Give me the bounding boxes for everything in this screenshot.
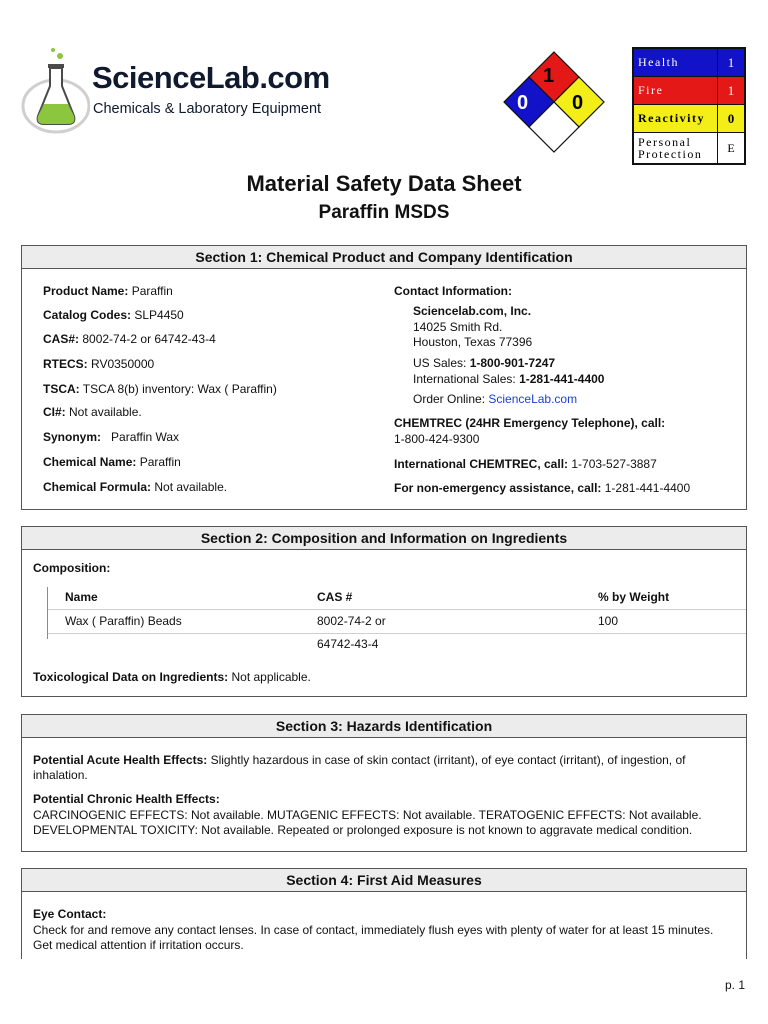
section-1 bbox=[21, 245, 747, 510]
composition-label: Composition: bbox=[33, 561, 111, 575]
non-emergency-label: For non-emergency assistance, call: bbox=[394, 481, 602, 495]
hmis-reactivity-value: 0 bbox=[718, 105, 746, 133]
eye-contact-text: Check for and remove any contact lenses. In case of contact, immediately flush eyes with plenty of water for at least 15 minutes. Get medical attention if irritation occurs. bbox=[33, 923, 714, 952]
hmis-reactivity-label: Reactivity bbox=[633, 105, 718, 133]
toxicological-data bbox=[33, 670, 311, 685]
chemtrec-phone: 1-800-424-9300 bbox=[394, 432, 480, 446]
section-2 bbox=[21, 526, 747, 697]
product-name-field bbox=[43, 284, 173, 299]
section-1-heading: Section 1: Chemical Product and Company Identification bbox=[22, 246, 746, 269]
international-sales bbox=[413, 372, 604, 387]
hmis-health-value: 1 bbox=[718, 48, 746, 77]
cas-field bbox=[43, 332, 216, 347]
hmis-health-label: Health bbox=[633, 48, 718, 77]
section-4-heading: Section 4: First Aid Measures bbox=[22, 869, 746, 892]
nfpa-diamond bbox=[500, 48, 608, 164]
us-sales-label: US Sales: bbox=[413, 356, 470, 370]
chronic-line-1: CARCINOGENIC EFFECTS: Not available. MUTAGENIC EFFECTS: Not available. TERATOGENIC EFFECTS: Not available. bbox=[33, 808, 702, 822]
intl-chemtrec-label: International CHEMTREC, call: bbox=[394, 457, 569, 471]
ingredient-cas-1: 8002-74-2 or bbox=[317, 614, 386, 628]
company-address-1: 14025 Smith Rd. bbox=[413, 320, 503, 334]
intl-sales-phone: 1-281-441-4400 bbox=[519, 372, 605, 386]
sciencelab-logo bbox=[20, 46, 330, 138]
nfpa-health: 0 bbox=[517, 92, 529, 114]
ci-field bbox=[43, 405, 142, 420]
nfpa-flammability: 1 bbox=[543, 65, 555, 87]
field-label: TSCA: bbox=[43, 382, 80, 396]
order-online bbox=[413, 392, 577, 407]
field-value: Paraffin bbox=[136, 455, 181, 469]
company-address-2: Houston, Texas 77396 bbox=[413, 335, 533, 349]
field-value: RV0350000 bbox=[87, 357, 155, 371]
document-title: Material Safety Data Sheet bbox=[246, 171, 522, 196]
field-value: Paraffin bbox=[128, 284, 173, 298]
chemical-formula-field bbox=[43, 480, 227, 495]
sciencelab-link[interactable]: ScienceLab.com bbox=[488, 392, 578, 406]
ingredient-name: Wax ( Paraffin) Beads bbox=[65, 614, 182, 628]
field-label: RTECS: bbox=[43, 357, 88, 371]
tsca-field bbox=[43, 382, 277, 397]
chemical-name-field bbox=[43, 455, 181, 470]
intl-chemtrec-phone: 1-703-527-3887 bbox=[568, 457, 657, 471]
logo-dotcom: .com bbox=[259, 60, 330, 95]
chronic-label: Potential Chronic Health Effects: bbox=[33, 792, 220, 806]
column-header-weight: % by Weight bbox=[598, 590, 670, 604]
field-value: Paraffin Wax bbox=[101, 430, 180, 444]
synonym-field bbox=[43, 430, 179, 445]
hmis-protection-line2: Protection bbox=[638, 147, 703, 161]
non-emergency-phone: 1-281-441-4400 bbox=[601, 481, 691, 495]
acute-health-effects bbox=[33, 753, 735, 783]
field-label: Catalog Codes: bbox=[43, 308, 132, 322]
tox-value: Not applicable. bbox=[228, 670, 311, 684]
logo-brand: ScienceLab bbox=[92, 60, 260, 95]
ingredient-cas-2: 64742-43-4 bbox=[317, 637, 379, 651]
nfpa-reactivity: 0 bbox=[572, 92, 584, 114]
logo-wordmark bbox=[92, 60, 330, 96]
page-number: p. 1 bbox=[724, 978, 745, 992]
column-header-cas: CAS # bbox=[317, 590, 353, 604]
catalog-codes-field bbox=[43, 308, 184, 323]
table-header-rule bbox=[48, 609, 746, 610]
hmis-label bbox=[632, 47, 746, 165]
field-value: 8002-74-2 or 64742-43-4 bbox=[79, 332, 216, 346]
field-value: TSCA 8(b) inventory: Wax ( Paraffin) bbox=[79, 382, 277, 396]
acute-label: Potential Acute Health Effects: bbox=[33, 753, 208, 767]
section-3-heading: Section 3: Hazards Identification bbox=[22, 715, 746, 738]
tox-label: Toxicological Data on Ingredients: bbox=[33, 670, 229, 684]
hmis-fire-value: 1 bbox=[718, 77, 746, 105]
acute-value: Slightly hazardous in case of skin contact (irritant), of eye contact (irritant), of ingestion, of inhalation. bbox=[33, 753, 686, 782]
table-left-rule bbox=[47, 587, 48, 639]
field-value: SLP4450 bbox=[131, 308, 184, 322]
chemtrec-label: CHEMTREC (24HR Emergency Telephone), call: bbox=[394, 416, 666, 430]
company-name: Sciencelab.com, Inc. bbox=[413, 304, 532, 318]
column-header-name: Name bbox=[65, 590, 98, 604]
us-sales bbox=[413, 356, 555, 371]
field-label: Chemical Formula: bbox=[43, 480, 152, 494]
field-label: Chemical Name: bbox=[43, 455, 137, 469]
logo-tagline: Chemicals & Laboratory Equipment bbox=[93, 101, 322, 117]
field-label: CAS#: bbox=[43, 332, 80, 346]
eye-contact-label: Eye Contact: bbox=[33, 907, 107, 921]
hmis-protection-line1: Personal bbox=[638, 135, 692, 149]
order-online-label: Order Online: bbox=[413, 392, 489, 406]
document-subtitle: Paraffin MSDS bbox=[318, 202, 450, 223]
chronic-line-2: DEVELOPMENTAL TOXICITY: Not available. Repeated or prolonged exposure is not known to aggravate medical condition. bbox=[33, 823, 693, 837]
flask-icon bbox=[20, 46, 90, 138]
section-3 bbox=[21, 714, 747, 852]
field-label: Synonym: bbox=[43, 430, 102, 444]
hmis-fire-label: Fire bbox=[633, 77, 718, 105]
section-2-heading: Section 2: Composition and Information on Ingredients bbox=[22, 527, 746, 550]
field-value: Not available. bbox=[151, 480, 228, 494]
section-4 bbox=[21, 868, 747, 959]
contact-information-label: Contact Information: bbox=[394, 284, 512, 298]
intl-sales-label: International Sales: bbox=[413, 372, 520, 386]
non-emergency bbox=[394, 481, 690, 496]
rtecs-field bbox=[43, 357, 154, 372]
field-label: CI#: bbox=[43, 405, 66, 419]
intl-chemtrec bbox=[394, 457, 657, 472]
field-value: Not available. bbox=[65, 405, 142, 419]
hmis-protection-label bbox=[633, 133, 718, 165]
field-label: Product Name: bbox=[43, 284, 129, 298]
us-sales-phone: 1-800-901-7247 bbox=[469, 356, 556, 370]
ingredient-weight: 100 bbox=[598, 614, 619, 628]
table-row-rule bbox=[48, 633, 746, 634]
hmis-protection-value: E bbox=[718, 133, 746, 165]
